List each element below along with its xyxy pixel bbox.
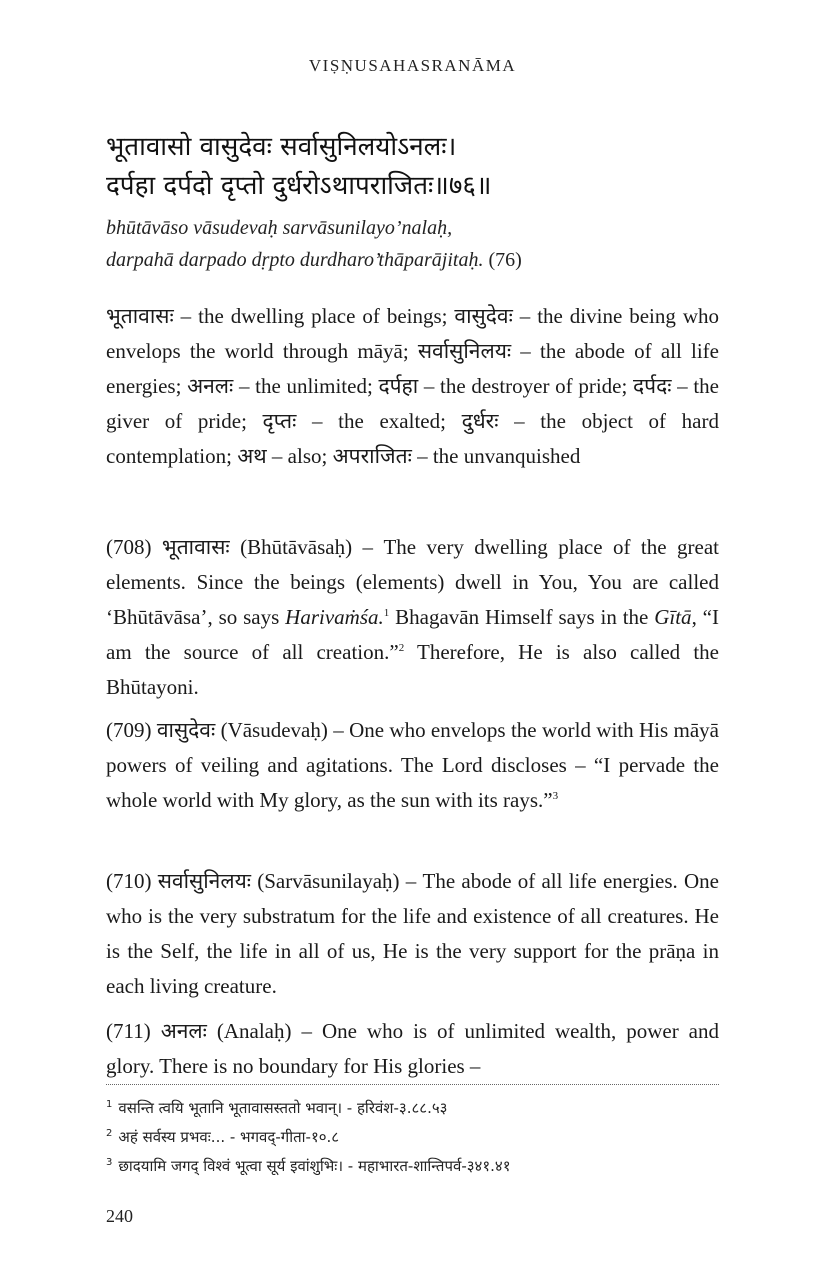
footnote-1-text: वसन्ति त्वयि भूतानि भूतावासस्ततो भवान्। - हरिवंश-३.८८.५३	[118, 1099, 448, 1117]
footnote-2-text: अहं सर्वस्य प्रभवः... - भगवद्-गीता-१०.८	[118, 1128, 340, 1146]
transliteration	[106, 212, 726, 276]
footnote-1-number: 1	[106, 1099, 113, 1110]
harivamsa-title: Harivaṁśa.	[285, 605, 384, 629]
footnote-ref-3[interactable]: 3	[552, 790, 559, 802]
verse-line-1: भूतावासो वासुदेवः सर्वासुनिलयोऽनलः।	[106, 132, 457, 162]
entry-709-text	[106, 713, 719, 818]
footnote-divider	[106, 1084, 719, 1085]
verse-number: (76)	[488, 249, 522, 271]
footnote-3-number: 3	[106, 1157, 113, 1168]
footnote-1	[106, 1094, 726, 1123]
entry-708-part-a: (708) भूतावासः (Bhūtāvāsaḥ) – The very dwelling place of the great elements. Since the beings (elements) dwell in You, You are called ‘Bhūtāvāsa’, so says	[106, 535, 719, 629]
footnote-ref-1[interactable]: 1	[383, 607, 390, 619]
entry-708-part-c: , “I am the source of all creation.”	[106, 605, 719, 664]
transliteration-line-2-text: darpahā darpado dṛpto durdharo’thāparājitaḥ.	[106, 249, 484, 271]
entry-708	[106, 530, 719, 705]
footnote-3-text: छादयामि जगद् विश्वं भूत्वा सूर्य इवांशुभिः। - महाभारत-शान्तिपर्व-३४१.४१	[118, 1157, 511, 1175]
entry-710	[106, 864, 719, 1004]
entry-711-text: (711) अनलः (Analaḥ) – One who is of unlimited wealth, power and glory. There is no boundary for His glories –	[106, 1019, 719, 1078]
footnote-ref-2[interactable]: 2	[398, 642, 405, 654]
running-header: VIṢṆUSAHASRANĀMA	[308, 56, 517, 75]
entry-709	[106, 713, 719, 818]
entry-709-part-a: (709) वासुदेवः (Vāsudevaḥ) – One who envelops the world with His māyā powers of veiling and agitations. The Lord discloses – “I pervade the whole world with My glory, as the sun with its rays.”	[106, 718, 719, 812]
entry-708-part-b: Bhagavān Himself says in the	[389, 605, 655, 629]
entry-711	[106, 1014, 719, 1084]
transliteration-line-2	[106, 244, 726, 276]
sanskrit-verse	[106, 128, 726, 206]
footnote-3	[106, 1152, 726, 1181]
entry-708-text	[106, 530, 719, 705]
glossary-paragraph	[106, 299, 719, 474]
entry-710-text: (710) सर्वासुनिलयः (Sarvāsunilayaḥ) – The abode of all life energies. One who is the very substratum for the life and existence of all creatures. He is the Self, the life in all of us, He is the very support for the prāṇa in each living creature.	[106, 869, 719, 998]
gita-title: Gītā	[654, 605, 692, 629]
footnote-2	[106, 1123, 726, 1152]
glossary-text: भूतावासः – the dwelling place of beings; वासुदेवः – the divine being who envelops the world through māyā; सर्वासुनिलयः – the abode of all life energies; अनलः – the unlimited; दर्पहा – the destroyer of pride; दर्पदः – the giver of pride; दृप्तः – the exalted; दुर्धरः – the object of hard contemplation; अथ – also; अपराजितः – the unvanquished	[106, 304, 719, 468]
footnote-2-number: 2	[106, 1128, 113, 1139]
page-number: 240	[106, 1206, 133, 1226]
transliteration-line-1: bhūtāvāso vāsudevaḥ sarvāsunilayo’nalaḥ,	[106, 217, 453, 239]
verse-line-2: दर्पहा दर्पदो दृप्तो दुर्धरोऽथापराजितः॥७६॥	[106, 171, 492, 201]
footnotes	[106, 1094, 726, 1181]
entry-708-part-d: Therefore, He is also called the Bhūtayoni.	[106, 640, 720, 699]
